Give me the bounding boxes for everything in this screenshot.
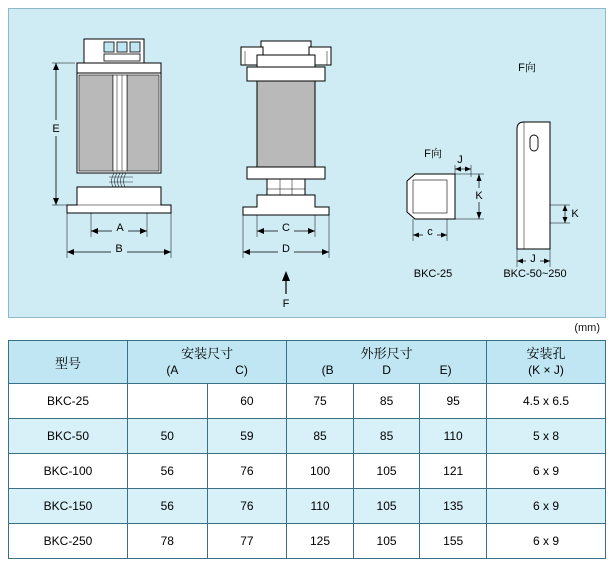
cell-KJ: 4.5 x 6.5 (487, 384, 606, 419)
specification-table (8, 340, 606, 559)
cell-C: 76 (207, 454, 287, 489)
unit-note: (mm) (574, 322, 600, 334)
view-arrow-F (282, 271, 290, 310)
label-F-arrow: F (282, 298, 290, 310)
cell-KJ: 6 x 9 (487, 454, 606, 489)
cell-D: 85 (353, 419, 420, 454)
cell-E: 95 (420, 384, 487, 419)
label-c: c (427, 226, 433, 238)
cell-model: BKC-50 (9, 419, 128, 454)
header-install-size-title: 安装尺寸 (181, 346, 234, 362)
cell-model: BKC-100 (9, 454, 128, 489)
label-D: D (282, 243, 290, 255)
cell-B: 110 (287, 489, 354, 524)
label-J2: J (530, 253, 536, 265)
drawing-panel (8, 8, 606, 318)
cell-A (128, 384, 208, 419)
cell-A: 56 (128, 489, 208, 524)
cell-KJ: 6 x 9 (487, 524, 606, 559)
side-view (241, 41, 331, 215)
caption-bkc50-250: BKC-50~250 (503, 268, 567, 280)
cell-model: BKC-150 (9, 489, 128, 524)
cell-C: 59 (207, 419, 287, 454)
header-col-B: (B (321, 362, 334, 377)
cell-model: BKC-25 (9, 384, 128, 419)
cell-E: 110 (420, 419, 487, 454)
dimension-E (49, 63, 75, 205)
header-outline-size-title: 外形尺寸 (360, 346, 413, 362)
header-outline-size (287, 341, 487, 384)
table-row (9, 419, 606, 454)
header-col-C: C) (235, 362, 248, 377)
cell-A: 56 (128, 454, 208, 489)
cell-model: BKC-250 (9, 524, 128, 559)
label-A: A (116, 222, 124, 234)
table-row (9, 524, 606, 559)
caption-bkc25: BKC-25 (413, 268, 453, 280)
cell-KJ: 6 x 9 (487, 489, 606, 524)
cell-A: 50 (128, 419, 208, 454)
header-mount-hole-sub: (K × J) (528, 362, 564, 377)
table-row (9, 454, 606, 489)
table-row (9, 489, 606, 524)
header-model: 型号 (9, 341, 128, 384)
label-J: J (457, 154, 463, 166)
dimension-B (67, 213, 171, 258)
label-K: K (475, 190, 483, 202)
cell-B: 75 (287, 384, 354, 419)
header-mount-hole-title: 安装孔 (526, 346, 566, 362)
table-row (9, 384, 606, 419)
detail-bkc50-250 (503, 60, 579, 280)
label-E: E (52, 123, 60, 135)
table-header-row (9, 341, 606, 384)
label-K2: K (571, 208, 579, 220)
label-B: B (115, 243, 123, 255)
header-install-size (128, 341, 287, 384)
cell-C: 76 (207, 489, 287, 524)
cell-B: 100 (287, 454, 354, 489)
cell-B: 85 (287, 419, 354, 454)
cell-E: 121 (420, 454, 487, 489)
technical-drawing (9, 9, 605, 317)
header-col-A: (A (166, 362, 179, 377)
header-col-D: D (382, 362, 391, 377)
cell-D: 105 (353, 489, 420, 524)
header-mount-hole (487, 341, 606, 384)
cell-D: 105 (353, 524, 420, 559)
cell-KJ: 5 x 8 (487, 419, 606, 454)
cell-C: 77 (207, 524, 287, 559)
detail-bkc25 (407, 146, 486, 280)
cell-C: 60 (207, 384, 287, 419)
cell-D: 85 (353, 384, 420, 419)
front-view (67, 39, 171, 213)
label-F-view-small: F向 (424, 148, 442, 160)
label-F-view-large: F向 (518, 62, 536, 74)
dimension-A (91, 213, 147, 237)
label-C: C (282, 222, 290, 234)
cell-D: 105 (353, 454, 420, 489)
dimension-C (257, 215, 315, 237)
cell-A: 78 (128, 524, 208, 559)
cell-B: 125 (287, 524, 354, 559)
cell-E: 155 (420, 524, 487, 559)
header-col-E: E) (439, 362, 452, 377)
cell-E: 135 (420, 489, 487, 524)
